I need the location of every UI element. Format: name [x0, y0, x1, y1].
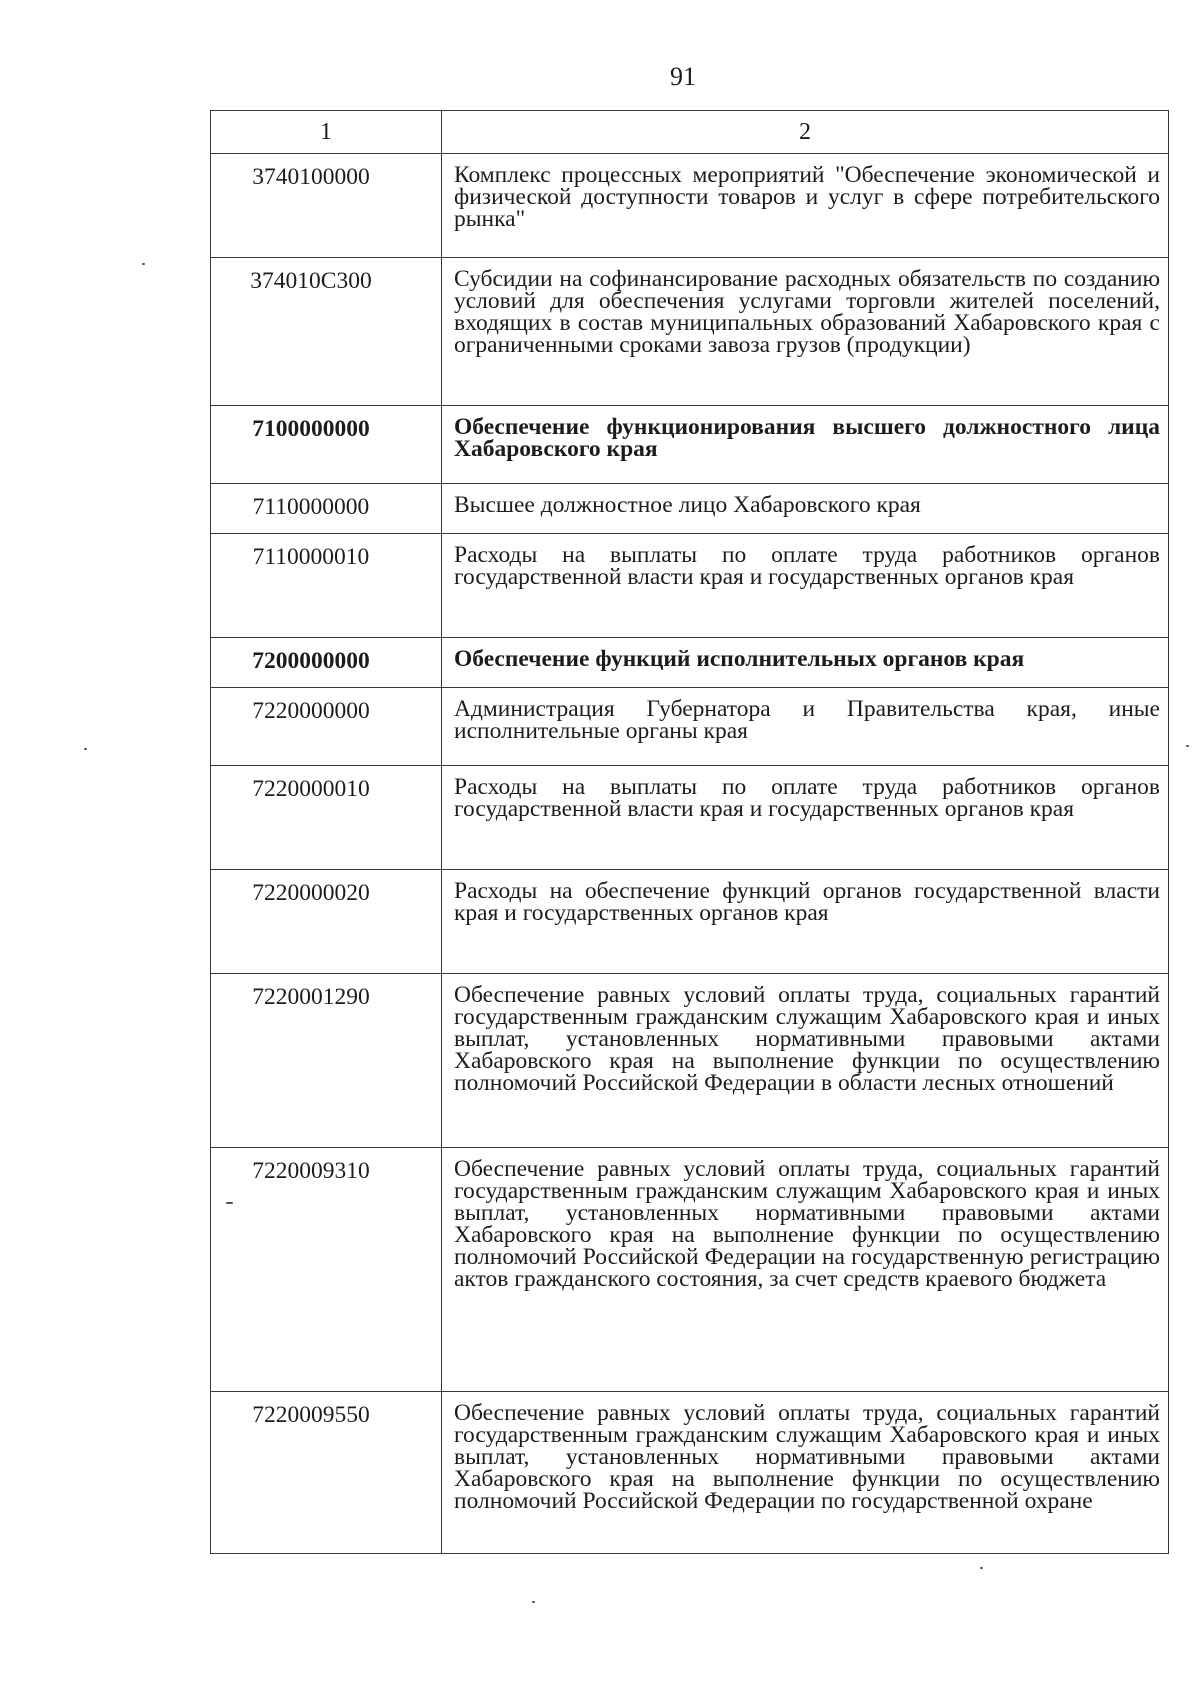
scan-speck	[226, 1202, 233, 1204]
table-row	[211, 534, 1169, 638]
row-description: Обеспечение функций исполнительных органов края	[442, 638, 1169, 688]
row-description: Расходы на обеспечение функций органов государственной власти края и государственных органов края	[442, 870, 1169, 974]
scan-speck	[142, 263, 145, 265]
row-code: 7220000010	[211, 766, 442, 870]
table-row	[211, 258, 1169, 406]
table-row	[211, 484, 1169, 534]
table-row	[211, 1392, 1169, 1554]
row-description: Расходы на выплаты по оплате труда работников органов государственной власти края и государственных органов края	[442, 534, 1169, 638]
scan-speck	[1186, 745, 1189, 747]
scan-speck	[980, 1567, 983, 1569]
row-description: Высшее должностное лицо Хабаровского края	[442, 484, 1169, 534]
row-code: 7110000010	[211, 534, 442, 638]
table-header-row	[211, 111, 1169, 154]
row-code: 374010С300	[211, 258, 442, 406]
row-description: Обеспечение равных условий оплаты труда, социальных гарантий государственным гражданским служащим Хабаровского края и иных выплат, установленных нормативными правовыми актами Хабаровского края на выполнение функции по осуществлению полномочий Российской Федерации в области лесных отношений	[442, 974, 1169, 1148]
scan-speck	[532, 1601, 535, 1603]
table-row	[211, 1148, 1169, 1392]
table-row	[211, 406, 1169, 484]
table-row	[211, 870, 1169, 974]
row-description: Администрация Губернатора и Правительства края, иные исполнительные органы края	[442, 688, 1169, 766]
row-code: 7200000000	[211, 638, 442, 688]
row-code: 7220000000	[211, 688, 442, 766]
row-description: Обеспечение равных условий оплаты труда, социальных гарантий государственным гражданским служащим Хабаровского края и иных выплат, установленных нормативными правовыми актами Хабаровского края на выполнение функции по осуществлению полномочий Российской Федерации на государственную регистрацию актов гражданского состояния, за счет средств краевого бюджета	[442, 1148, 1169, 1392]
table-row	[211, 154, 1169, 258]
row-code: 3740100000	[211, 154, 442, 258]
budget-classification-table	[210, 110, 1169, 1554]
row-code: 7220009310	[211, 1148, 442, 1392]
row-description: Обеспечение равных условий оплаты труда, социальных гарантий государственным гражданским служащим Хабаровского края и иных выплат, установленных нормативными правовыми актами Хабаровского края на выполнение функции по осуществлению полномочий Российской Федерации по государственной охране	[442, 1392, 1169, 1554]
row-description: Расходы на выплаты по оплате труда работников органов государственной власти края и государственных органов края	[442, 766, 1169, 870]
row-code: 7220009550	[211, 1392, 442, 1554]
row-description: Субсидии на софинансирование расходных обязательств по созданию условий для обеспечения услугами торговли жителей поселений, входящих в состав муниципальных образований Хабаровского края с ограниченными сроками завоза грузов (продукции)	[442, 258, 1169, 406]
column-header-1: 1	[211, 111, 442, 154]
row-description: Комплекс процессных мероприятий "Обеспечение экономической и физической доступности товаров и услуг в сфере потребительского рынка"	[442, 154, 1169, 258]
row-code: 7100000000	[211, 406, 442, 484]
table-row	[211, 974, 1169, 1148]
row-code: 7220001290	[211, 974, 442, 1148]
row-code: 7110000000	[211, 484, 442, 534]
page-number: 91	[670, 62, 696, 91]
table-row	[211, 688, 1169, 766]
scan-speck	[84, 748, 87, 750]
table-row	[211, 638, 1169, 688]
row-code: 7220000020	[211, 870, 442, 974]
row-description: Обеспечение функционирования высшего должностного лица Хабаровского края	[442, 406, 1169, 484]
table-row	[211, 766, 1169, 870]
column-header-2: 2	[442, 111, 1169, 154]
